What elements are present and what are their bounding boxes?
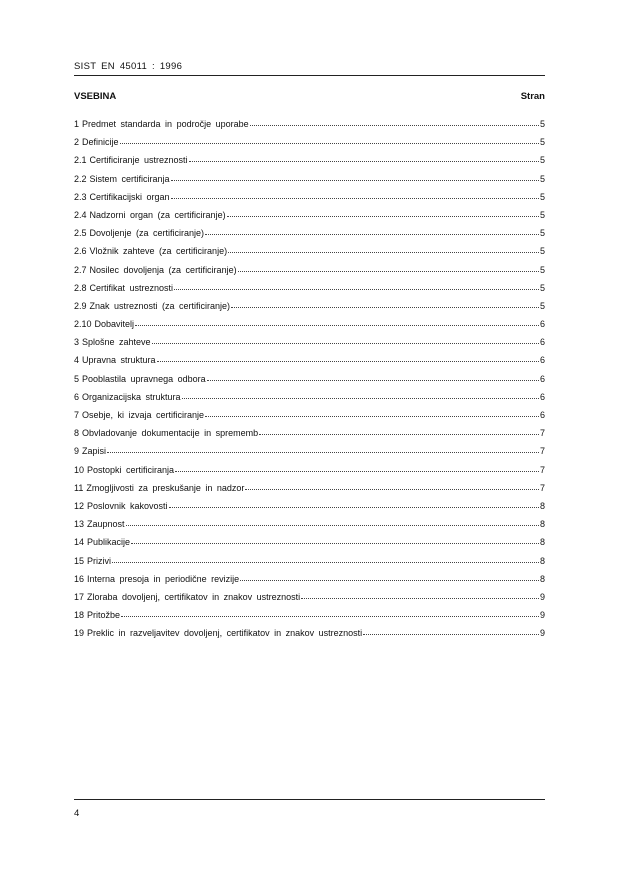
toc-entry-number: 5 xyxy=(74,373,80,384)
toc-entry-number: 2.6 xyxy=(74,246,87,257)
toc-heading-row xyxy=(74,91,545,105)
toc-entry-number: 10 xyxy=(74,464,85,475)
toc-entry xyxy=(74,283,545,301)
toc-entry-page: 9 xyxy=(539,628,545,639)
toc-entry-number: 7 xyxy=(74,410,80,420)
toc-entry xyxy=(74,137,545,155)
toc-entry xyxy=(74,155,545,173)
toc-entry-page: 9 xyxy=(539,591,545,602)
toc-entry-title: Publikacije xyxy=(87,537,131,548)
toc-entry xyxy=(74,301,545,319)
toc-entry-title: Prizivi xyxy=(87,555,112,566)
toc-entry-title: Certificiranje ustreznosti xyxy=(89,155,188,166)
toc-entry-number: 2.10 xyxy=(74,319,92,330)
toc-entry-title: Zloraba dovoljenj, certifikatov in znakov ustreznosti xyxy=(87,591,301,602)
toc-entry-page: 6 xyxy=(539,391,545,402)
toc-entry-title: Nadzorni organ (za certificiranje) xyxy=(89,209,226,220)
dot-leader xyxy=(157,360,539,362)
dot-leader xyxy=(112,561,539,563)
toc-entry-title: Vložnik zahteve (za certificiranje) xyxy=(89,246,228,257)
toc-entry xyxy=(74,192,545,210)
toc-entry xyxy=(74,537,545,555)
toc-entry-title: Nosilec dovoljenja (za certificiranje) xyxy=(89,264,237,275)
toc-entry-title: Dovoljenje (za certificiranje) xyxy=(89,228,205,239)
toc-entry-title: Sistem certificiranja xyxy=(89,173,170,184)
toc-entry-title: Zmogljivosti za preskušanje in nadzor xyxy=(86,482,245,493)
toc-entry-number: 18 xyxy=(74,610,85,621)
dot-leader xyxy=(231,306,539,308)
toc-entry xyxy=(74,519,545,537)
dot-leader xyxy=(363,633,539,635)
toc-entry-title: Splošne zahteve xyxy=(82,337,151,348)
toc-entry-page: 5 xyxy=(539,264,545,275)
dot-leader xyxy=(120,142,539,144)
toc-entry-page: 5 xyxy=(539,246,545,257)
toc-entry-number: 13 xyxy=(74,519,85,530)
toc-title: VSEBINA xyxy=(74,91,117,102)
toc-entry xyxy=(74,610,545,628)
toc-entry-page: 5 xyxy=(539,282,545,293)
toc-entry-number: 2.5 xyxy=(74,228,87,239)
toc-entry-page: 8 xyxy=(539,519,545,530)
toc-entry-page: 5 xyxy=(539,209,545,220)
dot-leader xyxy=(126,524,539,526)
toc-entry-number: 3 xyxy=(74,337,80,348)
dot-leader xyxy=(131,542,539,544)
toc-entry-page: 8 xyxy=(539,573,545,584)
toc-entry-title: Preklic in razveljavitev dovoljenj, certifikatov in znakov ustreznosti xyxy=(87,628,363,639)
toc-entry xyxy=(74,410,545,428)
toc-entry-title: Zaupnost xyxy=(87,519,125,530)
toc-entry-page: 6 xyxy=(539,355,545,366)
toc-entry-number: 2.1 xyxy=(74,155,87,166)
toc-entry xyxy=(74,246,545,264)
toc-entry-title: Organizacijska struktura xyxy=(82,391,181,402)
toc-entry-title: Pritožbe xyxy=(87,610,121,621)
toc-entry-page: 7 xyxy=(539,482,545,493)
toc-entry-title: Dobavitelj xyxy=(94,319,135,330)
toc-entry xyxy=(74,392,545,410)
toc-entry-page: 8 xyxy=(539,500,545,511)
toc-entry-number: 2 xyxy=(74,137,80,148)
toc-entry-title: Definicije xyxy=(82,137,119,148)
toc-entry-page: 7 xyxy=(539,464,545,475)
dot-leader xyxy=(182,397,539,399)
toc-entry-page: 7 xyxy=(539,446,545,457)
toc-entry-title: Pooblastila upravnega odbora xyxy=(82,373,206,384)
toc-entry-title: Zapisi xyxy=(82,446,107,457)
toc-entry xyxy=(74,592,545,610)
toc-entry xyxy=(74,428,545,446)
dot-leader xyxy=(301,597,539,599)
toc-entry-number: 2.2 xyxy=(74,173,87,184)
toc-entry xyxy=(74,446,545,464)
toc-entry-page: 5 xyxy=(539,300,545,311)
toc-entry-number: 15 xyxy=(74,555,85,566)
toc-entry-number: 1 xyxy=(74,119,80,129)
toc-entry-number: 11 xyxy=(74,482,84,493)
dot-leader xyxy=(245,488,539,490)
dot-leader xyxy=(240,579,539,581)
dot-leader xyxy=(152,342,539,344)
toc-entry-page: 6 xyxy=(539,373,545,384)
toc-entry xyxy=(74,556,545,574)
toc-entry xyxy=(74,374,545,392)
footer-divider xyxy=(74,799,545,800)
toc-entry-page: 6 xyxy=(539,337,545,348)
dot-leader xyxy=(135,324,539,326)
toc-entry-page: 5 xyxy=(539,137,545,148)
document-header: SIST EN 45011 : 1996 xyxy=(74,61,183,72)
toc-entry-title: Poslovnik kakovosti xyxy=(87,500,168,511)
toc-entry-number: 12 xyxy=(74,500,85,511)
toc-entry xyxy=(74,465,545,483)
dot-leader xyxy=(169,506,539,508)
toc-entry xyxy=(74,119,545,137)
toc-entry xyxy=(74,628,545,646)
toc-entry-page: 5 xyxy=(539,228,545,239)
toc-entry-number: 2.8 xyxy=(74,282,87,293)
dot-leader xyxy=(250,124,539,126)
toc-entry-page: 6 xyxy=(539,410,545,420)
toc-entry-number: 14 xyxy=(74,537,85,548)
dot-leader xyxy=(121,615,539,617)
toc-entry-number: 4 xyxy=(74,355,80,366)
toc-entry xyxy=(74,483,545,501)
dot-leader xyxy=(171,197,539,199)
toc-page-column-label: Stran xyxy=(520,91,545,102)
toc-entry-number: 6 xyxy=(74,391,80,402)
toc-entry xyxy=(74,501,545,519)
toc-entry-page: 5 xyxy=(539,191,545,202)
toc-entry-title: Certifikacijski organ xyxy=(89,191,170,202)
toc-entry-number: 19 xyxy=(74,628,85,639)
dot-leader xyxy=(107,451,539,453)
toc-entry xyxy=(74,228,545,246)
toc-entry-page: 9 xyxy=(539,610,545,621)
toc-entry xyxy=(74,337,545,355)
toc-entry-number: 8 xyxy=(74,428,80,439)
toc-entry-page: 6 xyxy=(539,319,545,330)
toc-entry xyxy=(74,319,545,337)
toc-entry-number: 2.9 xyxy=(74,300,87,311)
toc-entry-page: 8 xyxy=(539,555,545,566)
toc-entry-number: 2.3 xyxy=(74,191,87,202)
toc-entry xyxy=(74,265,545,283)
dot-leader xyxy=(228,251,539,253)
toc-entry xyxy=(74,210,545,228)
toc-entry-number: 2.7 xyxy=(74,264,87,275)
toc-entry-number: 2.4 xyxy=(74,209,87,220)
toc-entry-title: Osebje, ki izvaja certificiranje xyxy=(82,410,205,420)
toc-entry-title: Znak ustreznosti (za certificiranje) xyxy=(89,300,231,311)
dot-leader xyxy=(238,270,539,272)
dot-leader xyxy=(189,160,539,162)
dot-leader xyxy=(205,233,539,235)
toc-entry-title: Certifikat ustreznosti xyxy=(89,282,174,293)
table-of-contents xyxy=(74,119,545,646)
toc-entry-number: 17 xyxy=(74,591,85,602)
dot-leader xyxy=(175,470,539,472)
toc-entry-page: 5 xyxy=(539,173,545,184)
dot-leader xyxy=(259,433,539,435)
toc-entry xyxy=(74,355,545,373)
toc-entry-title: Postopki certificiranja xyxy=(87,464,175,475)
toc-entry-page: 5 xyxy=(539,155,545,166)
header-divider xyxy=(74,75,545,76)
toc-entry-title: Interna presoja in periodične revizije xyxy=(87,573,240,584)
toc-entry-number: 16 xyxy=(74,573,85,584)
toc-entry-page: 5 xyxy=(539,119,545,129)
toc-entry-title: Predmet standarda in področje uporabe xyxy=(82,119,249,129)
dot-leader xyxy=(171,179,539,181)
page-number: 4 xyxy=(74,808,80,819)
toc-entry-page: 7 xyxy=(539,428,545,439)
toc-entry xyxy=(74,574,545,592)
dot-leader xyxy=(205,415,539,417)
dot-leader xyxy=(227,215,539,217)
dot-leader xyxy=(207,379,539,381)
toc-entry-number: 9 xyxy=(74,446,80,457)
toc-entry xyxy=(74,174,545,192)
toc-entry-page: 8 xyxy=(539,537,545,548)
toc-entry-title: Upravna struktura xyxy=(82,355,156,366)
toc-entry-title: Obvladovanje dokumentacije in sprememb xyxy=(82,428,259,439)
dot-leader xyxy=(174,288,539,290)
